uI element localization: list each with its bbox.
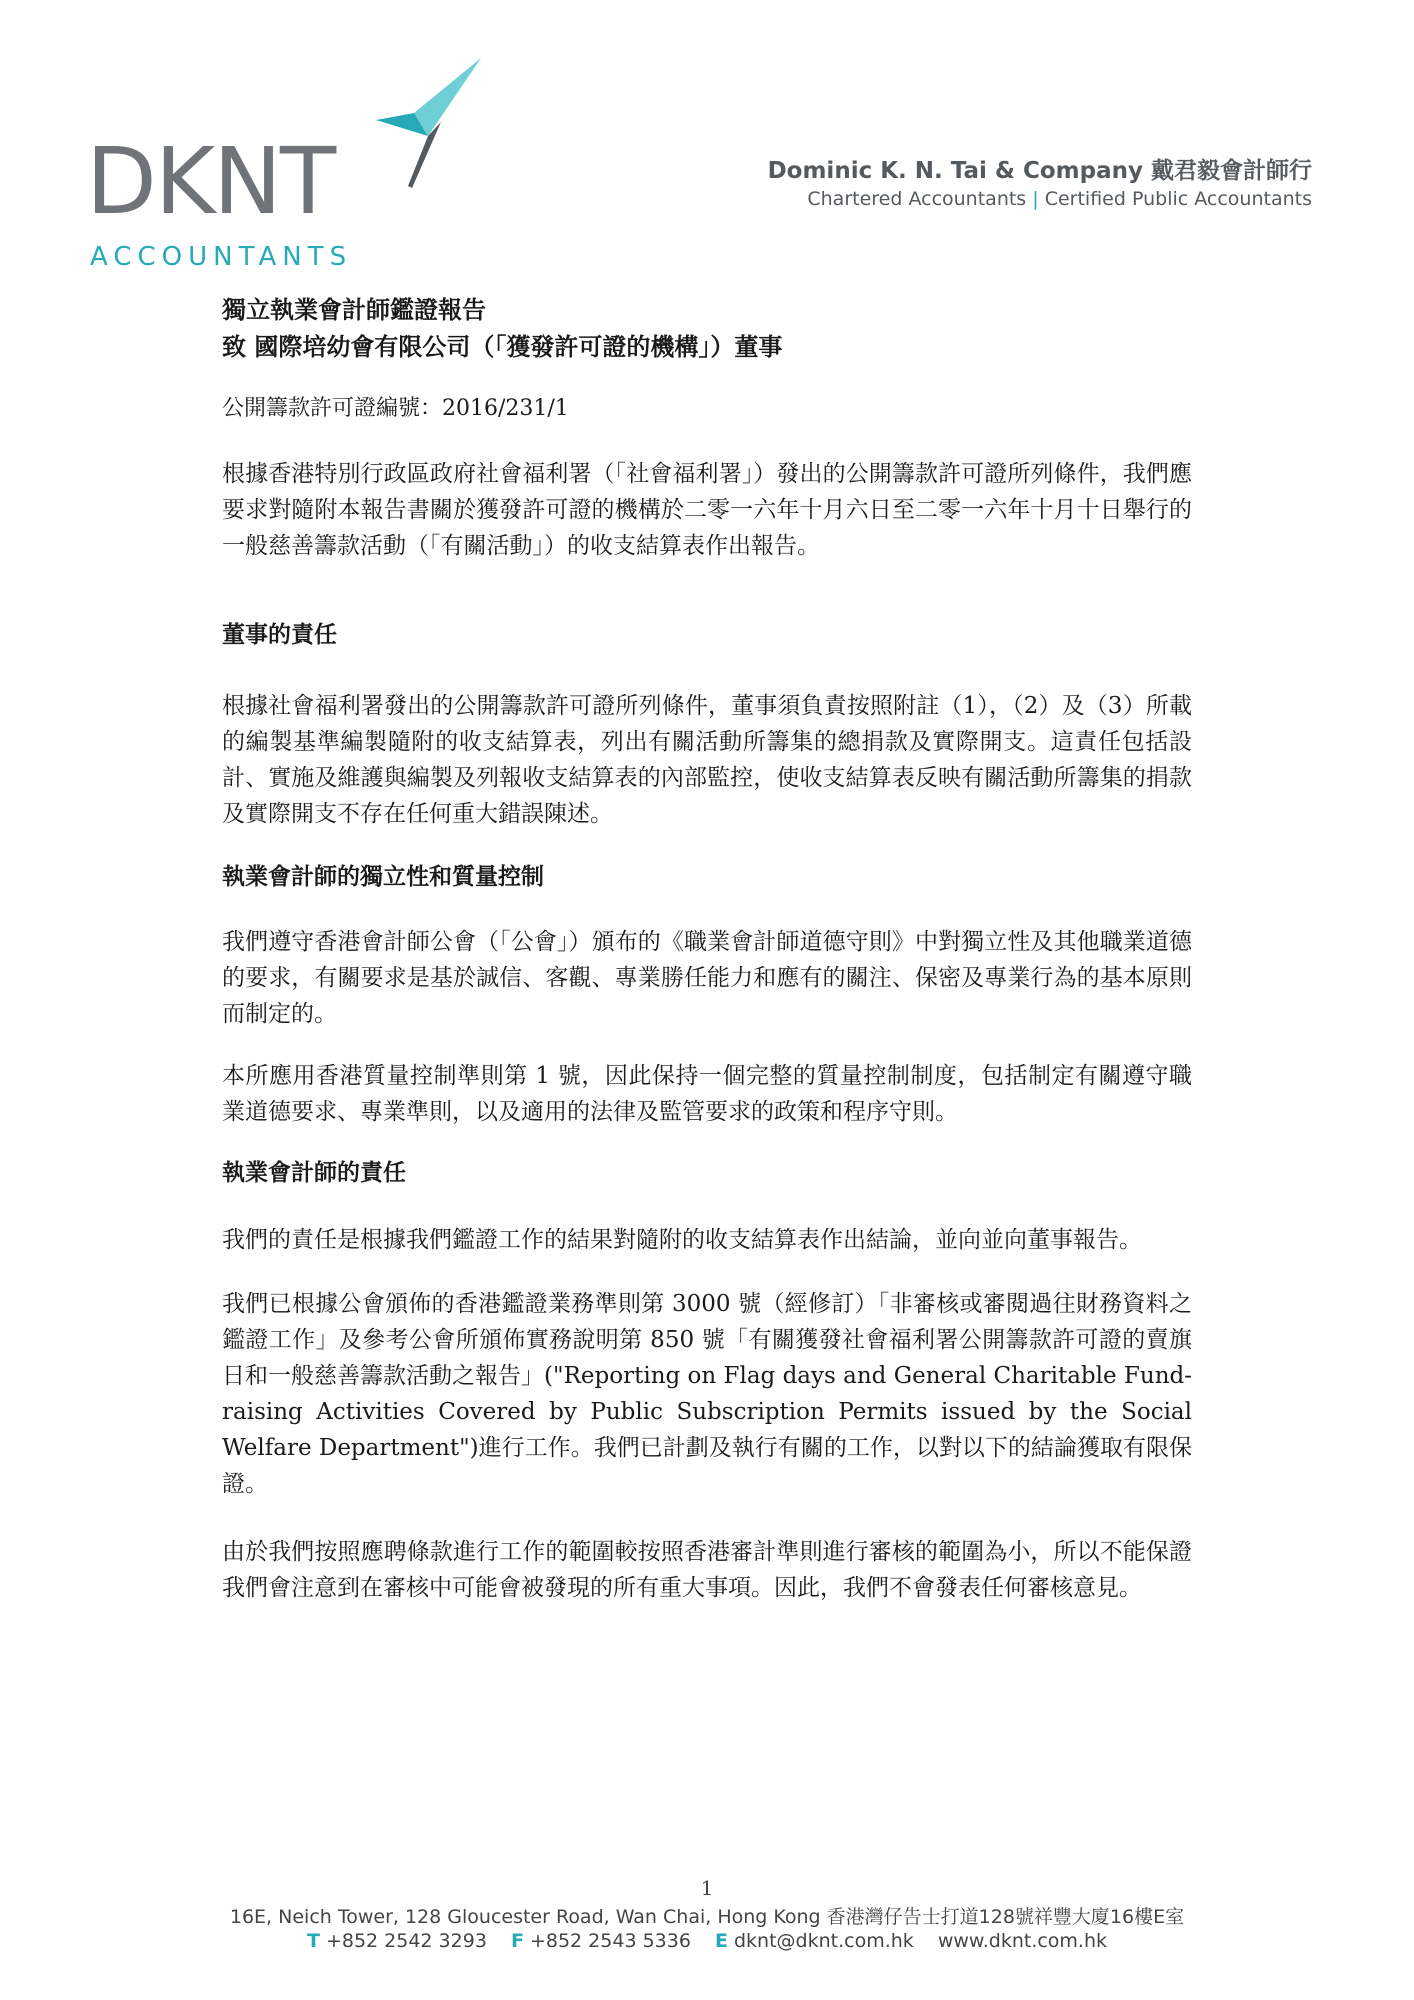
page-number: 1 bbox=[700, 1876, 714, 1900]
firm-header bbox=[768, 152, 1312, 210]
fax-label: F bbox=[510, 1930, 524, 1952]
report-addressee: 致 國際培幼會有限公司（「獲發許可證的機構」）董事 bbox=[222, 332, 783, 361]
permit-number: 公開籌款許可證編號：2016/231/1 bbox=[222, 396, 569, 421]
accountant-paragraph-1: 我們的責任是根據我們鑑證工作的結果對隨附的收支結算表作出結論，並向並向董事報告。 bbox=[222, 1227, 1142, 1253]
firm-name: Dominic K. N. Tai & Company 戴君毅會計師行 bbox=[767, 158, 1312, 184]
email-link[interactable]: dknt@dknt.com.hk bbox=[733, 1930, 914, 1952]
firm-sub-left: Chartered Accountants bbox=[807, 188, 1027, 210]
accountant-paragraph-2: 我們已根據公會頒佈的香港鑑證業務準則第 3000 號（經修訂）「非審核或審閱過往財務資料之鑑證工作」及參考公會所頒佈實務說明第 850 號「有關獲發社會福利署公開籌款許可證的賣旗日和一般慈善籌款活動之報告」("Reporting on Flag days and General Charitable Fund-raising Activities Covered by Public Subscription Permits issued by the Social Welfare Department")進行工作。我們已計劃及執行有關的工作，以對以下的結論獲取有限保證。 bbox=[222, 1291, 1192, 1497]
intro-paragraph: 根據香港特別行政區政府社會福利署（「社會福利署」）發出的公開籌款許可證所列條件，我們應要求對隨附本報告書關於獲發許可證的機構於二零一六年十月六日至二零一六年十月十日舉行的一般慈善籌款活動（「有關活動」）的收支結算表作出報告。 bbox=[222, 461, 1192, 559]
firm-sub-right: Certified Public Accountants bbox=[1044, 188, 1312, 210]
firm-sub-separator: | bbox=[1032, 188, 1039, 210]
website-link[interactable]: www.dknt.com.hk bbox=[937, 1930, 1108, 1952]
firm-qualifications bbox=[768, 188, 1312, 210]
logo-subtitle: ACCOUNTANTS bbox=[90, 242, 353, 272]
section-heading-independence: 執業會計師的獨立性和質量控制 bbox=[222, 863, 544, 890]
section-heading-accountant: 執業會計師的責任 bbox=[222, 1159, 406, 1186]
report-body bbox=[222, 292, 1192, 1606]
directors-paragraph: 根據社會福利署發出的公開籌款許可證所列條件，董事須負責按照附註（1），（2）及（3）所載的編製基準編製隨附的收支結算表，列出有關活動所籌集的總捐款及實際開支。這責任包括設計、實施及維護與編製及列報收支結算表的內部監控，使收支結算表反映有關活動所籌集的捐款及實際開支不存在任何重大錯誤陳述。 bbox=[222, 693, 1192, 827]
footer-contacts bbox=[0, 1930, 1414, 1952]
independence-paragraph-1: 我們遵守香港會計師公會（「公會」）頒布的《職業會計師道德守則》中對獨立性及其他職業道德的要求，有關要求是基於誠信、客觀、專業勝任能力和應有的關注、保密及專業行為的基本原則而制定的。 bbox=[222, 929, 1192, 1027]
email-label: E bbox=[714, 1930, 728, 1952]
report-title: 獨立執業會計師鑑證報告 bbox=[222, 295, 486, 324]
fax-number: +852 2543 5336 bbox=[529, 1930, 691, 1952]
independence-paragraph-2: 本所應用香港質量控制準則第 1 號，因此保持一個完整的質量控制制度，包括制定有關遵守職業道德要求、專業準則，以及適用的法律及監管要求的政策和程序守則。 bbox=[222, 1063, 1192, 1125]
tel-number: +852 2542 3293 bbox=[325, 1930, 487, 1952]
logo-arrow-icon bbox=[316, 58, 486, 188]
accountant-paragraph-3: 由於我們按照應聘條款進行工作的範圍較按照香港審計準則進行審核的範圍為小，所以不能保證我們會注意到在審核中可能會被發現的所有重大事項。因此，我們不會發表任何審核意見。 bbox=[222, 1539, 1192, 1601]
tel-label: T bbox=[306, 1930, 320, 1952]
footer-address: 16E, Neich Tower, 128 Gloucester Road, Wan Chai, Hong Kong 香港灣仔告士打道128號祥豐大廈16樓E室 bbox=[229, 1906, 1185, 1928]
section-heading-directors: 董事的責任 bbox=[222, 621, 337, 648]
company-logo bbox=[86, 58, 406, 272]
logo-wordmark: DKNT bbox=[86, 128, 335, 235]
